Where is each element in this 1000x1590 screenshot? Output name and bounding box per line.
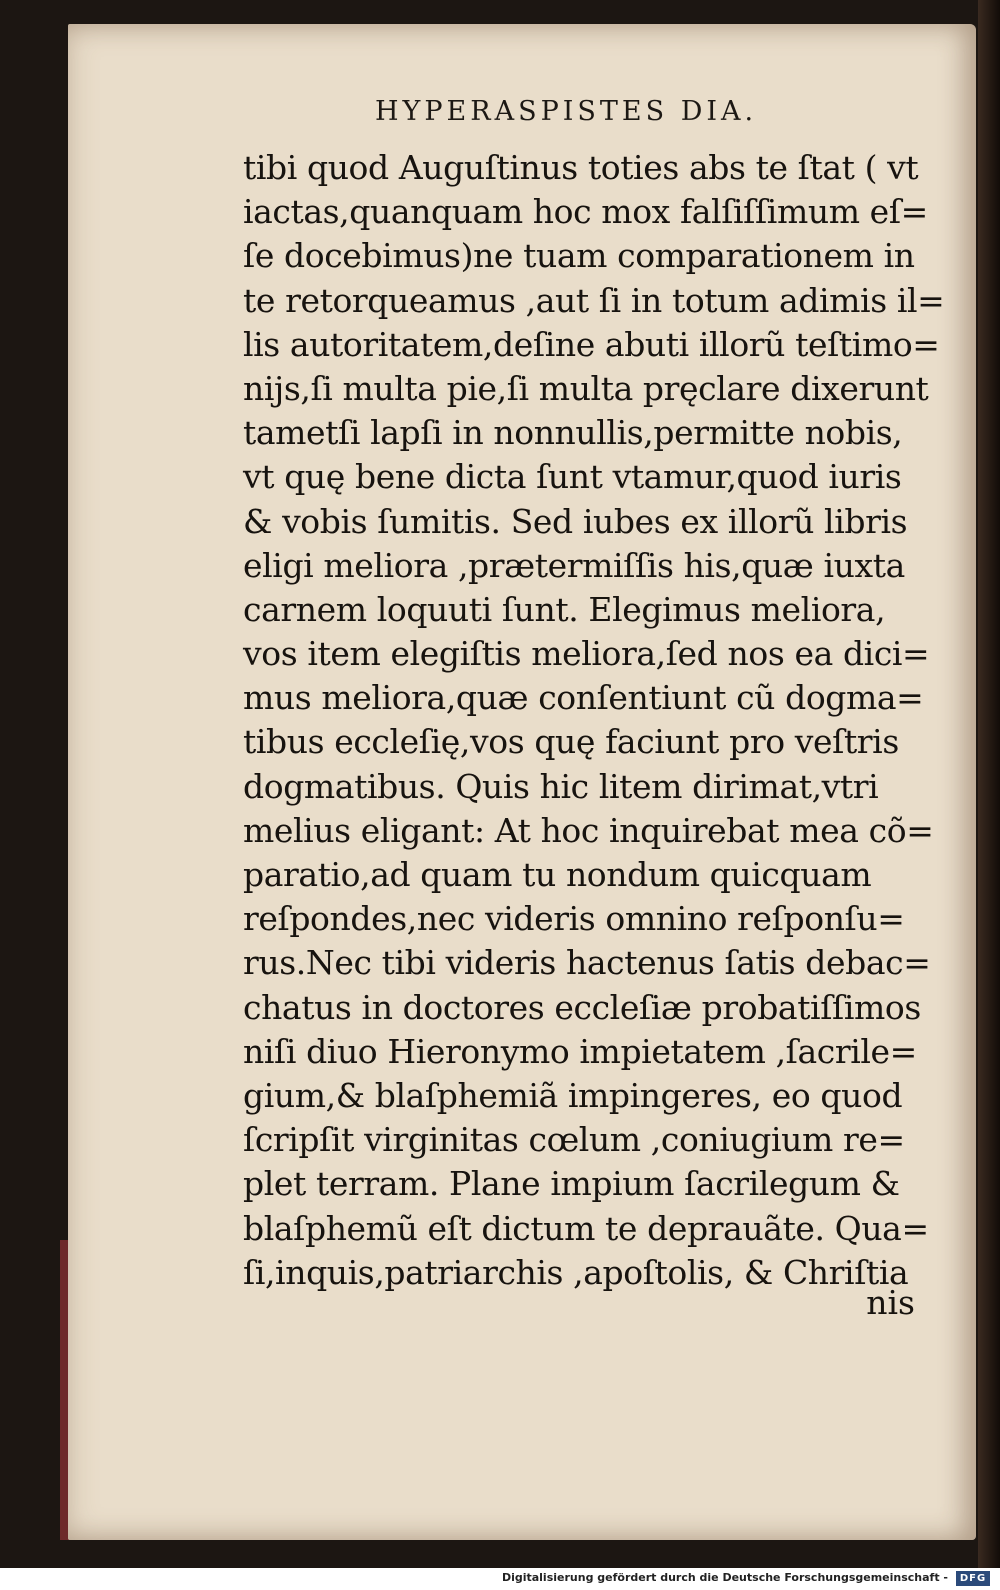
text-line: niſi diuo Hieronymo impietatem ,ſacrile= [243, 1031, 917, 1071]
text-line: eligi meliora ,prætermiſſis his,quæ iuxta [243, 545, 905, 585]
text-line: vt quę bene dicta ſunt vtamur,quod iuris [243, 457, 902, 497]
text-line: dogmatibus. Quis hic litem dirimat,vtri [243, 766, 879, 806]
catchword: nis [866, 1283, 915, 1322]
text-line: gium,& blaſphemiã impingeres, eo quod [243, 1075, 903, 1115]
text-line: vos item elegiſtis meliora,ſed nos ea dici= [243, 634, 930, 674]
text-line: & vobis ſumitis. Sed iubes ex illorũ libris [243, 501, 908, 541]
text-line: ſi,inquis,patriarchis ,apoſtolis, & Chriſtia [243, 1252, 909, 1292]
text-line: ſe docebimus)ne tuam comparationem in [243, 236, 915, 276]
dfg-logo-icon: DFG [956, 1571, 990, 1586]
text-line: mus meliora,quæ conſentiunt cũ dogma= [243, 678, 924, 718]
footer-credit: Digitalisierung gefördert durch die Deutsche Forschungsgemeinschaft - [501, 1571, 948, 1584]
text-line: carnem loquuti ſunt. Elegimus meliora, [243, 589, 886, 629]
digitization-footer [0, 1568, 1000, 1590]
text-line: reſpondes,nec videris omnino reſponſu= [243, 899, 905, 939]
text-line: tibus eccleſię,vos quę faciunt pro veſtris [243, 722, 899, 762]
text-line: rus.Nec tibi videris hactenus ſatis debac= [243, 943, 931, 983]
text-line: iactas,quanquam hoc mox falſiſſimum eſ= [243, 192, 928, 232]
body-text [243, 146, 943, 1295]
text-line: chatus in doctores eccleſiæ probatiſſimos [243, 987, 921, 1027]
text-line: blaſphemũ eſt dictum te deprauãte. Qua= [243, 1208, 929, 1248]
text-line: tibi quod Auguſtinus toties abs te ſtat ( vt [243, 148, 919, 187]
text-line: tametſi lapſi in nonnullis,permitte nobis, [243, 413, 903, 453]
text-line: nijs,ſi multa pie,ſi multa pręclare dixerunt [243, 368, 929, 408]
text-line: paratio,ad quam tu nondum quicquam [243, 855, 872, 894]
running-head: HYPERASPISTES DIA. [375, 96, 758, 127]
text-line: lis autoritatem,deſine abuti illorũ teſtimo= [243, 324, 940, 364]
text-line: te retorqueamus ,aut ſi in totum adimis il= [243, 280, 945, 320]
text-line: ſcripſit virginitas cœlum ,coniugium re= [243, 1120, 905, 1160]
text-line: plet terram. Plane impium ſacrilegum & [243, 1164, 900, 1204]
book-binding-edge [978, 0, 1000, 1575]
text-line: melius eligant: At hoc inquirebat mea cõ= [243, 810, 934, 850]
